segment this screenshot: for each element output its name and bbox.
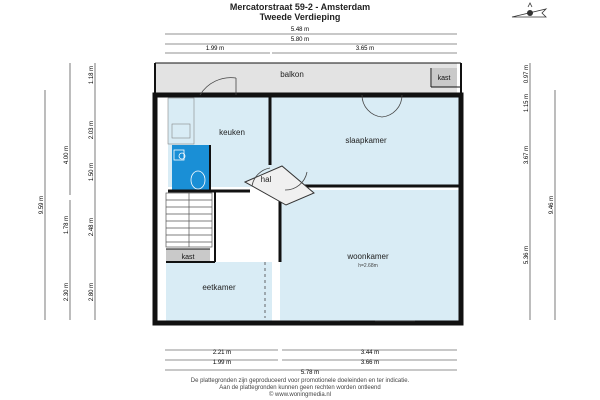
eetkamer-label: eetkamer: [202, 283, 236, 292]
dim-bot-left1: 2.21 m: [212, 350, 232, 356]
slaapkamer-label: slaapkamer: [345, 136, 387, 145]
dim-right-a1: 0.97 m: [524, 64, 530, 84]
dim-bot-total: 5.78 m: [300, 370, 320, 376]
keuken-label: keuken: [219, 128, 245, 137]
dim-right-c: 5.36 m: [524, 245, 530, 265]
dim-left-c2: 2.80 m: [89, 282, 95, 302]
footer-line-1: De plattegronden zijn geproduceerd voor promotionele doeleinden en ter indicatie.: [190, 378, 410, 384]
dim-right-total: 9.46 m: [549, 195, 555, 215]
footer-line-2: Aan de plattegronden kunnen geen rechten worden ontleend: [219, 385, 381, 391]
dim-bot-right2: 3.66 m: [360, 360, 380, 366]
kast-left-label: kast: [181, 254, 195, 261]
dim-right-b: 3.67 m: [524, 145, 530, 165]
page-title: Mercatorstraat 59-2 - Amsterdam: [229, 2, 371, 12]
dim-left-b2: 2.48 m: [89, 217, 95, 237]
dim-top-right: 3.65 m: [355, 46, 375, 52]
staircase: [166, 193, 212, 247]
page-subtitle: Tweede Verdieping: [259, 12, 341, 22]
hal-label: hal: [260, 175, 272, 184]
dim-left-b1: 1.78 m: [64, 215, 70, 235]
eetkamer-area: [166, 262, 272, 322]
compass-icon: [512, 3, 546, 17]
dim-top-total2: 5.80 m: [290, 37, 310, 43]
dim-bot-left2: 1.99 m: [212, 360, 232, 366]
dim-left-a: 4.00 m: [64, 145, 70, 165]
dim-top-left: 1.99 m: [205, 46, 225, 52]
woonkamer-label: woonkamer: [347, 252, 389, 261]
footer-line-3: © www.woningmedia.nl: [268, 392, 332, 398]
dim-left-a1: 1.18 m: [89, 65, 95, 85]
dim-bot-right1: 3.44 m: [360, 350, 380, 356]
dim-left-total: 9.59 m: [39, 195, 45, 215]
dim-right-a2: 1.15 m: [524, 93, 530, 113]
kast-top-label: kast: [437, 75, 451, 82]
dim-left-c1: 2.30 m: [64, 282, 70, 302]
dim-left-a2: 2.03 m: [89, 120, 95, 140]
balkon-area: [155, 63, 457, 95]
dim-top-total: 5.48 m: [290, 27, 310, 33]
woonkamer-height: h=2.68m: [358, 263, 378, 269]
dim-left-a3: 1.50 m: [89, 162, 95, 182]
balkon-label: balkon: [280, 70, 304, 79]
